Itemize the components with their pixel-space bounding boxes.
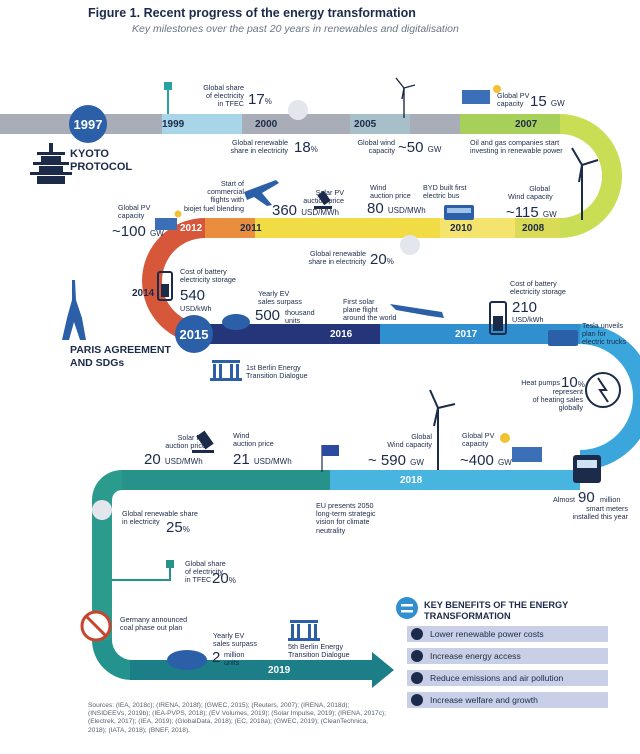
wind-turbine-icon-2018 (430, 390, 455, 470)
ev-2019-value: 2 (212, 649, 221, 666)
renew-2012-value: 20% (370, 251, 394, 268)
pv-2018-label: Global PV capacity (462, 431, 495, 449)
renew-2019-label: Global renewable share in electricity (122, 509, 198, 527)
smart-meter-icon (573, 455, 601, 483)
solar-panel-icon-2007 (462, 85, 501, 104)
benefit-item-lower-costs: Lower renewable power costs (407, 626, 608, 642)
flights-text: Start of commercial flights with biojet fuel blending (184, 179, 244, 213)
pv-2007-value: 15 GW (530, 93, 565, 110)
eu-2050-text: EU presents 2050 long-term strategic vision for climate neutrality (316, 501, 376, 535)
plug-icon-1999 (164, 82, 172, 114)
year-2008: 2008 (522, 223, 545, 234)
renew-2019-value: 25% (166, 519, 190, 536)
wind-2018-label: Global Wind capacity (387, 432, 432, 450)
plug-icon-2019 (112, 560, 174, 580)
no-coal-icon (82, 612, 110, 640)
share-dial-icon-2000 (288, 100, 308, 120)
pv-2018-value: ~400 GW (460, 452, 512, 469)
wind-auction-2-label: Wind auction price (233, 431, 274, 449)
wind-auction-2-value: 21 USD/MWh (233, 451, 292, 468)
battery-2017-value: 210 (512, 299, 538, 316)
smartmeters-unit: million (600, 495, 621, 504)
eu-flag-icon (322, 445, 339, 472)
benefits-equals-icon (396, 597, 418, 619)
ev-2015-value: 500 (255, 307, 281, 324)
year-2016: 2016 (330, 329, 353, 340)
pagoda-icon (30, 143, 72, 184)
year-2018: 2018 (400, 475, 423, 486)
road-arrow-head (372, 652, 394, 688)
year-2017: 2017 (455, 329, 478, 340)
solar-auction-2-label: Solar PV auction price (165, 433, 206, 451)
smartmeters-pre: Almost (553, 495, 575, 504)
brandenburg-gate-icon-1 (210, 360, 242, 381)
year-1997: 1997 (73, 117, 103, 132)
year-2015: 2015 (179, 327, 209, 342)
co2-icon (411, 672, 423, 684)
road-row4-teal (150, 470, 330, 490)
sources-text: Sources: (IEA, 2018c); (IRENA, 2018f); (GWEC, 2015); (Reuters, 2007); (IRENA, 2018d); (INSIDEEVs, 2019b); (IEA-PVPS, 2018); (EV Volumes, 2019); (Solar Impulse, 2019); (IRENA, 2017c); (Electrek, 2017); (IEA, 2019); (GlobalData, 2018); (EC, 2018a); (GWEC, 2019); (CleanTechnica, 2018); (IATA, 2018); (BNEF, 2018). (88, 702, 386, 734)
share-dial-icon-2012 (400, 235, 420, 255)
oil-gas-text: Oil and gas companies start investing in renewable power (470, 138, 563, 156)
ev-2019-unit: million units (224, 650, 245, 668)
share-1999-value: 17% (248, 91, 272, 108)
solar-plane-text: First solar plane flight around the world (343, 297, 397, 323)
solar-plane-icon (390, 304, 444, 318)
ev-car-icon-2019 (167, 650, 207, 670)
road-row5-teal (130, 660, 372, 680)
year-2007: 2007 (515, 119, 538, 130)
ev-2015-unit: thousand units (285, 308, 315, 326)
pv-2012-value: ~100 GW (112, 223, 164, 240)
renew-2000-value: 18% (294, 139, 318, 156)
renew-2000-label: Global renewable share in electricity (230, 138, 288, 156)
heatpumps-text: represent of heating sales globally (532, 387, 583, 413)
year-2014: 2014 (132, 288, 155, 299)
pv-2007-label: Global PV capacity (497, 91, 530, 109)
wind-2008-value: ~115 GW (506, 204, 557, 221)
germany-coal-text: Germany announced coal phase out plan (120, 615, 188, 633)
battery-2014-label: Cost of battery electricity storage (180, 267, 236, 285)
road-segment-2007 (460, 114, 560, 134)
people-icon (411, 694, 423, 706)
benefit-item-reduce-emissions: Reduce emissions and air pollution (407, 670, 608, 686)
figure-title: Figure 1. Recent progress of the energy transformation (88, 6, 416, 20)
heatpumps-value: 10% (561, 374, 585, 391)
wind-2018-value: ~ 590 GW (368, 452, 424, 469)
share-2019-value: 20% (212, 570, 236, 587)
renew-2012-label: Global renewable share in electricity (308, 249, 366, 267)
berlin-5-text: 5th Berlin Energy Transition Dialogue (288, 642, 350, 660)
ev-car-icon-2015 (222, 314, 250, 330)
battery-2017-unit: USD/kWh (512, 315, 544, 324)
year-2000: 2000 (255, 119, 278, 130)
wind-2005-value: ~50 GW (398, 139, 442, 156)
heat-pump-icon (586, 373, 620, 407)
wind-2005-label: Global wind capacity (357, 138, 395, 156)
road-curve-right-1 (560, 114, 622, 238)
tesla-text: Tesla unveils plan for electric trucks (582, 321, 626, 347)
solar-auction-label: Solar PV auction price (303, 188, 344, 206)
kyoto-protocol-label: KYOTO PROTOCOL (70, 148, 133, 173)
ev-2015-label: Yearly EV sales surpass (258, 289, 302, 307)
year-2011: 2011 (240, 223, 262, 234)
year-1999: 1999 (162, 119, 185, 130)
smartmeters-text: smart meters installed this year (572, 504, 628, 522)
share-2019-label: Global share of electricity in TFEC (185, 559, 226, 585)
electric-bus-icon (444, 205, 474, 220)
figure-subtitle: Key milestones over the past 20 years in renewables and digitalisation (132, 23, 459, 35)
wind-2008-label: Global Wind capacity (508, 184, 553, 202)
year-2019: 2019 (268, 665, 291, 676)
truck-icon (548, 330, 578, 346)
year-2012: 2012 (180, 223, 203, 234)
battery-2017-label: Cost of battery electricity storage (510, 279, 566, 297)
house-icon (411, 650, 423, 662)
down-arrow-icon (411, 628, 423, 640)
road-row4-lightblue (330, 470, 580, 490)
year-2010: 2010 (450, 223, 473, 234)
paris-agreement-label: PARIS AGREEMENT AND SDGs (70, 344, 171, 369)
year-2005: 2005 (354, 119, 377, 130)
battery-2014-unit: USD/kWh (180, 304, 212, 313)
benefit-item-energy-access: Increase energy access (407, 648, 608, 664)
benefit-item-welfare-growth: Increase welfare and growth (407, 692, 608, 708)
bus-text: BYD built first electric bus (423, 183, 467, 201)
berlin-1-text: 1st Berlin Energy Transition Dialogue (246, 363, 308, 381)
pv-2012-label: Global PV capacity (118, 203, 151, 221)
ev-2019-label: Yearly EV sales surpass (213, 631, 257, 649)
wind-turbine-icon-2005 (396, 78, 415, 118)
battery-2014-value: 540 (180, 287, 206, 304)
smartmeters-value: 90 (578, 489, 595, 506)
eiffel-icon (62, 280, 86, 340)
solar-auction-2-value: 20 USD/MWh (144, 451, 203, 468)
brandenburg-gate-icon-5 (288, 620, 320, 641)
wind-auction-label: Wind auction price (370, 183, 411, 201)
wind-auction-value: 80 USD/MWh (367, 200, 426, 217)
share-dial-icon-2019 (92, 500, 112, 520)
solar-auction-value: 360 USD/MWh (272, 202, 339, 219)
share-1999-label: Global share of electricity in TFEC (203, 83, 244, 109)
heatpumps-pre: Heat pumps (521, 378, 560, 387)
benefits-title: KEY BENEFITS OF THE ENERGY TRANSFORMATION (424, 600, 569, 621)
